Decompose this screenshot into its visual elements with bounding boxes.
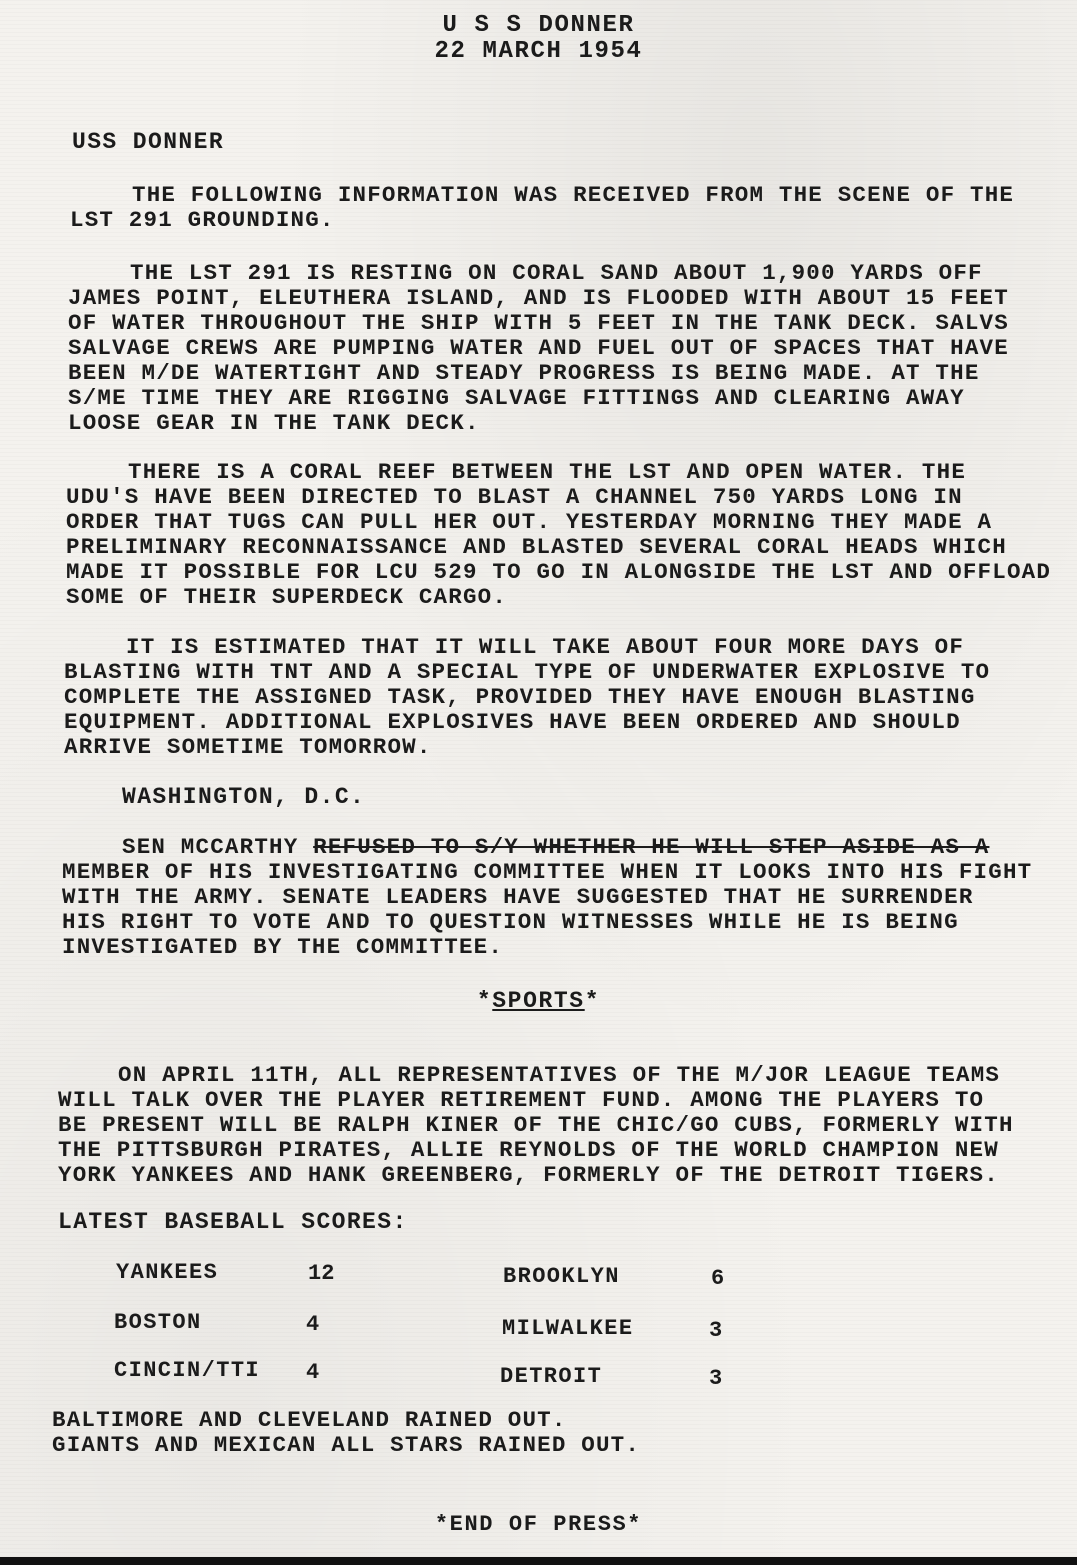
text-line: THE LST 291 IS RESTING ON CORAL SAND ABOUT 1,900 YARDS OFF xyxy=(130,260,983,286)
text-line: GIANTS AND MEXICAN ALL STARS RAINED OUT. xyxy=(52,1432,641,1458)
score-team-home: BOSTON xyxy=(114,1310,202,1335)
paragraph-grounding xyxy=(70,183,1014,233)
text-line: JAMES POINT, ELEUTHERA ISLAND, AND IS FLOODED WITH ABOUT 15 FEET xyxy=(68,285,1009,311)
text-line xyxy=(62,835,1032,860)
rainouts xyxy=(52,1408,640,1458)
sports-title: SPORTS xyxy=(492,988,585,1014)
text-line: BALTIMORE AND CLEVELAND RAINED OUT. xyxy=(52,1407,567,1433)
text-line: ORDER THAT TUGS CAN PULL HER OUT. YESTERDAY MORNING THEY MADE A xyxy=(66,509,993,535)
text-line: INVESTIGATED BY THE COMMITTEE. xyxy=(62,934,504,960)
paragraph-coral-reef xyxy=(66,460,1051,610)
score-value: 6 xyxy=(711,1266,725,1291)
text-line: S/ME TIME THEY ARE RIGGING SALVAGE FITTINGS AND CLEARING AWAY xyxy=(68,385,965,411)
text-line: ARRIVE SOMETIME TOMORROW. xyxy=(64,734,432,760)
text-line: MADE IT POSSIBLE FOR LCU 529 TO GO IN ALONGSIDE THE LST AND OFFLOAD xyxy=(66,559,1052,585)
struck-text: REFUSED TO S/Y WHETHER HE WILL STEP ASIDE AS A xyxy=(313,834,990,860)
text-line: HIS RIGHT TO VOTE AND TO QUESTION WITNESSES WHILE HE IS BEING xyxy=(62,909,959,935)
text-line: THERE IS A CORAL REEF BETWEEN THE LST AND OPEN WATER. THE xyxy=(128,459,967,485)
text-line: SOME OF THEIR SUPERDECK CARGO. xyxy=(66,584,508,610)
text-line: WILL TALK OVER THE PLAYER RETIREMENT FUND. AMONG THE PLAYERS TO xyxy=(58,1087,985,1113)
score-team-home: YANKEES xyxy=(116,1260,219,1285)
paragraph-mccarthy xyxy=(62,835,1032,960)
section-label-washington: WASHINGTON, D.C. xyxy=(122,784,366,810)
score-value: 3 xyxy=(709,1366,723,1391)
paragraph-lst-status xyxy=(68,261,1009,436)
score-value: 3 xyxy=(709,1318,723,1343)
text-line: EQUIPMENT. ADDITIONAL EXPLOSIVES HAVE BEEN ORDERED AND SHOULD xyxy=(64,709,961,735)
text-line: THE FOLLOWING INFORMATION WAS RECEIVED FROM THE SCENE OF THE xyxy=(132,182,1015,208)
text-line: IT IS ESTIMATED THAT IT WILL TAKE ABOUT FOUR MORE DAYS OF xyxy=(126,634,965,660)
mccarthy-lead-text: SEN MCCARTHY xyxy=(122,834,314,860)
sports-star-left: * xyxy=(476,988,493,1014)
score-value: 12 xyxy=(308,1261,335,1286)
score-team-away: BROOKLYN xyxy=(503,1264,620,1289)
text-line: BE PRESENT WILL BE RALPH KINER OF THE CHIC/GO CUBS, FORMERLY WITH xyxy=(58,1112,1014,1138)
text-line: BLASTING WITH TNT AND A SPECIAL TYPE OF UNDERWATER EXPLOSIVE TO xyxy=(64,659,991,685)
text-line: PRELIMINARY RECONNAISSANCE AND BLASTED SEVERAL CORAL HEADS WHICH xyxy=(66,534,1007,560)
end-of-press: *END OF PRESS* xyxy=(434,1512,643,1537)
text-line: UDU'S HAVE BEEN DIRECTED TO BLAST A CHANNEL 750 YARDS LONG IN xyxy=(66,484,963,510)
header-ship: U S S DONNER xyxy=(442,12,635,39)
score-value: 4 xyxy=(306,1312,320,1337)
text-line: WITH THE ARMY. SENATE LEADERS HAVE SUGGESTED THAT HE SURRENDER xyxy=(62,884,974,910)
text-line: ON APRIL 11TH, ALL REPRESENTATIVES OF THE M/JOR LEAGUE TEAMS xyxy=(118,1062,1001,1088)
score-team-away: MILWALKEE xyxy=(502,1316,634,1341)
text-line: LOOSE GEAR IN THE TANK DECK. xyxy=(68,410,480,436)
score-team-home: CINCIN/TTI xyxy=(114,1358,261,1383)
text-line: LST 291 GROUNDING. xyxy=(70,207,335,233)
scan-edge xyxy=(0,1557,1077,1565)
text-line: OF WATER THROUGHOUT THE SHIP WITH 5 FEET IN THE TANK DECK. SALVS xyxy=(68,310,1009,336)
score-value: 4 xyxy=(306,1360,320,1385)
sports-heading xyxy=(0,988,1077,1014)
text-line: THE PITTSBURGH PIRATES, ALLIE REYNOLDS OF THE WORLD CHAMPION NEW xyxy=(58,1137,999,1163)
paragraph-blasting xyxy=(64,635,990,760)
sports-star-right: * xyxy=(584,988,601,1014)
section-label-uss: USS DONNER xyxy=(72,129,225,155)
text-line: SALVAGE CREWS ARE PUMPING WATER AND FUEL OUT OF SPACES THAT HAVE xyxy=(68,335,1009,361)
scores-label: LATEST BASEBALL SCORES: xyxy=(58,1209,408,1235)
paragraph-retirement-fund xyxy=(58,1063,1014,1188)
text-line: BEEN M/DE WATERTIGHT AND STEADY PROGRESS IS BEING MADE. AT THE xyxy=(68,360,980,386)
header-date: 22 MARCH 1954 xyxy=(434,38,643,65)
text-line: YORK YANKEES AND HANK GREENBERG, FORMERLY OF THE DETROIT TIGERS. xyxy=(58,1162,999,1188)
score-team-away: DETROIT xyxy=(500,1364,603,1389)
text-line: MEMBER OF HIS INVESTIGATING COMMITTEE WHEN IT LOOKS INTO HIS FIGHT xyxy=(62,859,1033,885)
text-line: COMPLETE THE ASSIGNED TASK, PROVIDED THEY HAVE ENOUGH BLASTING xyxy=(64,684,976,710)
